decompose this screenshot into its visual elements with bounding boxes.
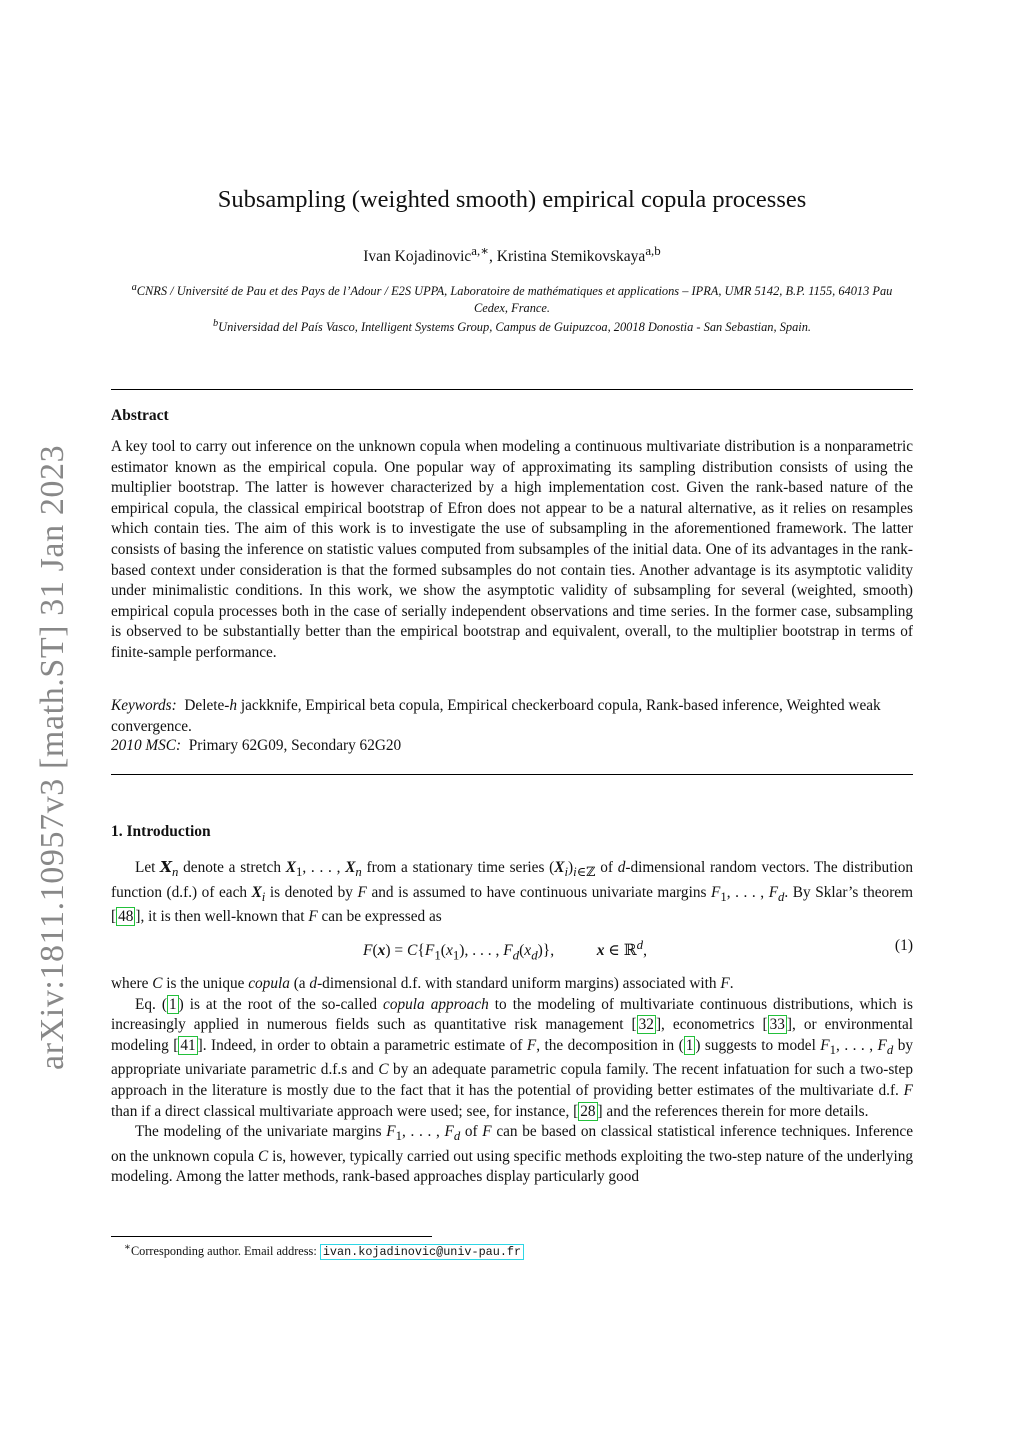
text: and is assumed to have continuous univariate margins: [366, 883, 711, 901]
citation-link[interactable]: 41: [180, 1036, 196, 1054]
affiliation-label: a: [131, 282, 137, 293]
citation-link[interactable]: 32: [638, 1016, 654, 1034]
text: by appropriate univariate parametric d.f.s and: [111, 1036, 913, 1079]
citation-link[interactable]: 28: [580, 1102, 596, 1120]
footnote: [124, 1241, 524, 1259]
keywords-text: Delete-: [184, 697, 230, 714]
affiliation-a: [118, 280, 906, 316]
text: The modeling of the univariate margins: [135, 1123, 387, 1141]
text: ]. Indeed, in order to obtain a parametric estimate of: [197, 1036, 527, 1054]
text: (a: [289, 975, 310, 992]
paper-title: Subsampling (weighted smooth) empirical copula processes: [217, 186, 807, 213]
keywords: [111, 696, 913, 737]
equation-number: (1): [894, 937, 913, 954]
footnote-divider: [111, 1236, 432, 1237]
author-affiliation-mark: a,∗: [471, 243, 490, 258]
text: from a stationary time series (: [361, 859, 555, 876]
text: than if a direct classical multivariate approach were used; see, for instance, [: [111, 1102, 579, 1120]
text: , the decomposition in (: [536, 1036, 684, 1054]
affiliation-label: b: [212, 318, 219, 330]
abstract-heading: Abstract: [111, 407, 169, 424]
text: ], econometrics [: [655, 1016, 768, 1034]
text: ) suggests to model: [695, 1036, 821, 1054]
affiliation-text: CNRS / Université de Pau et des Pays de l’Adour / E2S UPPA, Laboratoire de mathématiques et applications – IPRA, UMR 5142, B.P. 1155, 64013 Pau Cedex, France.: [136, 284, 893, 315]
text: by an adequate parametric copula family. The recent infatuation for such a two-step approach in the literature is mostly due to the fact that it has the potential of providing better estimates of the multivariate d.f.: [111, 1061, 913, 1100]
text: to the modeling of multivariate continuous distributions, which is increasingly applied in numerous fields such as quantitative risk management [: [111, 995, 913, 1034]
text: of: [460, 1123, 483, 1141]
text: is the unique: [162, 975, 249, 992]
text: copula approach: [383, 995, 489, 1013]
section-heading: 1. Introduction: [111, 823, 211, 840]
paragraph: where C is the unique copula (a d-dimensional d.f. with standard uniform margins) associated with F. Eq. ( 1 ) is at the root of the so-called copula approach to the modeling of multivariate continuous distributions, which is increasingly applied in numerous fields such as quantitative risk management [ 32 ], econometrics [ 33 ], or environmental modeling [ 41 ]. Indeed, in order to obtain a parametric estimate of F, the decomposition in ( 1 ) suggests to model $F_1$, . . . , $F_d$ by appropriate univariate parametric d.f.s and C by an adequate parametric copula family. The recent infatuation for such a two-step approach in the literature is mostly due to the fact that it has the potential of providing better estimates of the multivariate d.f. F than if a direct classical multivariate approach were used; see, for instance, [ 28 ] and the references therein for more details. The modeling of the univariate margins $F_1$, . . . , $F_d$ of F can be based on classical statistical inference techniques. Inference on the unknown copula C is, however, typically carried out using specific methods exploiting the two-step nature of the underlying modeling. Among the latter methods, rank-based approaches display particularly good: [111, 975, 913, 1186]
citation-link[interactable]: 48: [118, 908, 134, 926]
text: .: [729, 975, 734, 992]
text: is denoted by: [265, 883, 358, 901]
text: copula: [248, 975, 290, 992]
text: ], it is then well-known that: [135, 908, 309, 926]
msc-text: Primary 62G09, Secondary 62G20: [188, 737, 402, 754]
author-name: Kristina Stemikovskaya: [496, 248, 646, 266]
author-name: Ivan Kojadinovic: [363, 248, 472, 266]
divider: [111, 389, 913, 390]
text: Let: [135, 859, 161, 876]
text: Eq. (: [135, 995, 167, 1013]
equation-body: $F(x) = C\{F_1(x_1)$, . . . , $F_d(x_d)$}, x ∈ ℝ$^d$,: [363, 937, 647, 963]
text: denote a stretch: [178, 859, 286, 876]
author-affiliation-mark: a,b: [645, 243, 661, 258]
paragraph: Let 𝑿$_n$ denote a stretch $X_1$, . . . , $X_n$ from a stationary time series $(X_i)_{i\in ℤ}$ of d-dimensional random vectors. The distribution function (d.f.) of each $X_i$ is denoted by F and is assumed to have continuous univariate margins $F_1$, . . . , $F_d$. By Sklar’s theorem [ 48 ], it is then well-known that F can be expressed as: [111, 859, 913, 926]
text: ] and the references therein for more details.: [597, 1102, 869, 1120]
footnote-text: Corresponding author. Email address:: [130, 1244, 320, 1259]
citation-link[interactable]: 1: [685, 1036, 694, 1054]
affiliation-b: [118, 316, 906, 336]
email-link[interactable]: ivan.kojadinovic@univ-pau.fr: [320, 1244, 524, 1260]
divider: [111, 774, 913, 775]
text: can be based on classical statistical inference techniques. Inference on the unknown copula: [111, 1123, 913, 1165]
abstract-text: A key tool to carry out inference on the unknown copula when modeling a continuous multivariate distribution is a nonparametric estimator known as the empirical copula. One popular way of approximating its sampling distribution consists of using the multiplier bootstrap. The latter is however characterized by a high implementation cost. Given the rank-based nature of the empirical copula, the classical empirical bootstrap of Efron does not appear to be a natural alternative, as it relies on resamples which contain ties. The aim of this work is to investigate the use of subsampling in the aforementioned framework. The latter consists of basing the inference on statistic values computed from subsamples of the initial data. One of its advantages in the rank-based context under consideration is that the formed subsamples do not contain ties. Another advantage is its asymptotic validity under minimalistic conditions. In this work, we show the asymptotic validity of subsampling for several (weighted, smooth) empirical copula processes both in the case of serially independent observations and time series. In the former case, subsampling is observed to be substantially better than the empirical bootstrap and equivalent, overall, to the multiplier bootstrap in terms of finite-sample performance.: [111, 438, 913, 661]
text: -dimensional random vectors. The distribution function (d.f.) of each: [111, 859, 913, 901]
footnote-mark: ∗: [124, 1242, 131, 1253]
text: . By Sklar’s theorem [: [111, 883, 913, 926]
keywords-label: Keywords:: [111, 697, 177, 714]
text: ) is at the root of the so-called: [178, 995, 384, 1013]
text: where: [111, 975, 153, 992]
msc-label: 2010 MSC:: [111, 737, 182, 754]
keywords-text: jackknife, Empirical beta copula, Empirical checkerboard copula, Rank-based inference, Weighted weak convergence.: [111, 697, 881, 735]
text: ], or environmental modeling [: [111, 1016, 913, 1054]
citation-link[interactable]: 1: [168, 995, 177, 1013]
msc-classification: [111, 737, 913, 755]
text: -dimensional d.f. with standard uniform margins) associated with: [317, 975, 721, 992]
affiliations: [118, 280, 906, 336]
author-separator: ,: [489, 248, 497, 266]
text: of: [595, 859, 618, 876]
citation-link[interactable]: 33: [769, 1016, 785, 1034]
affiliation-text: Universidad del País Vasco, Intelligent Systems Group, Campus de Guipuzcoa, 20018 Donostia - San Sebastian, Spain.: [218, 320, 812, 335]
keywords-text: h: [229, 697, 238, 714]
text: can be expressed as: [317, 908, 442, 926]
arxiv-identifier: arXiv:1811.10957v3 [math.ST] 31 Jan 2023: [34, 444, 71, 1070]
author-list: [111, 243, 913, 266]
text: is, however, typically carried out using specific methods exploiting the two-step nature of the underlying modeling. Among the latter methods, rank-based approaches display particularly good: [111, 1147, 913, 1186]
